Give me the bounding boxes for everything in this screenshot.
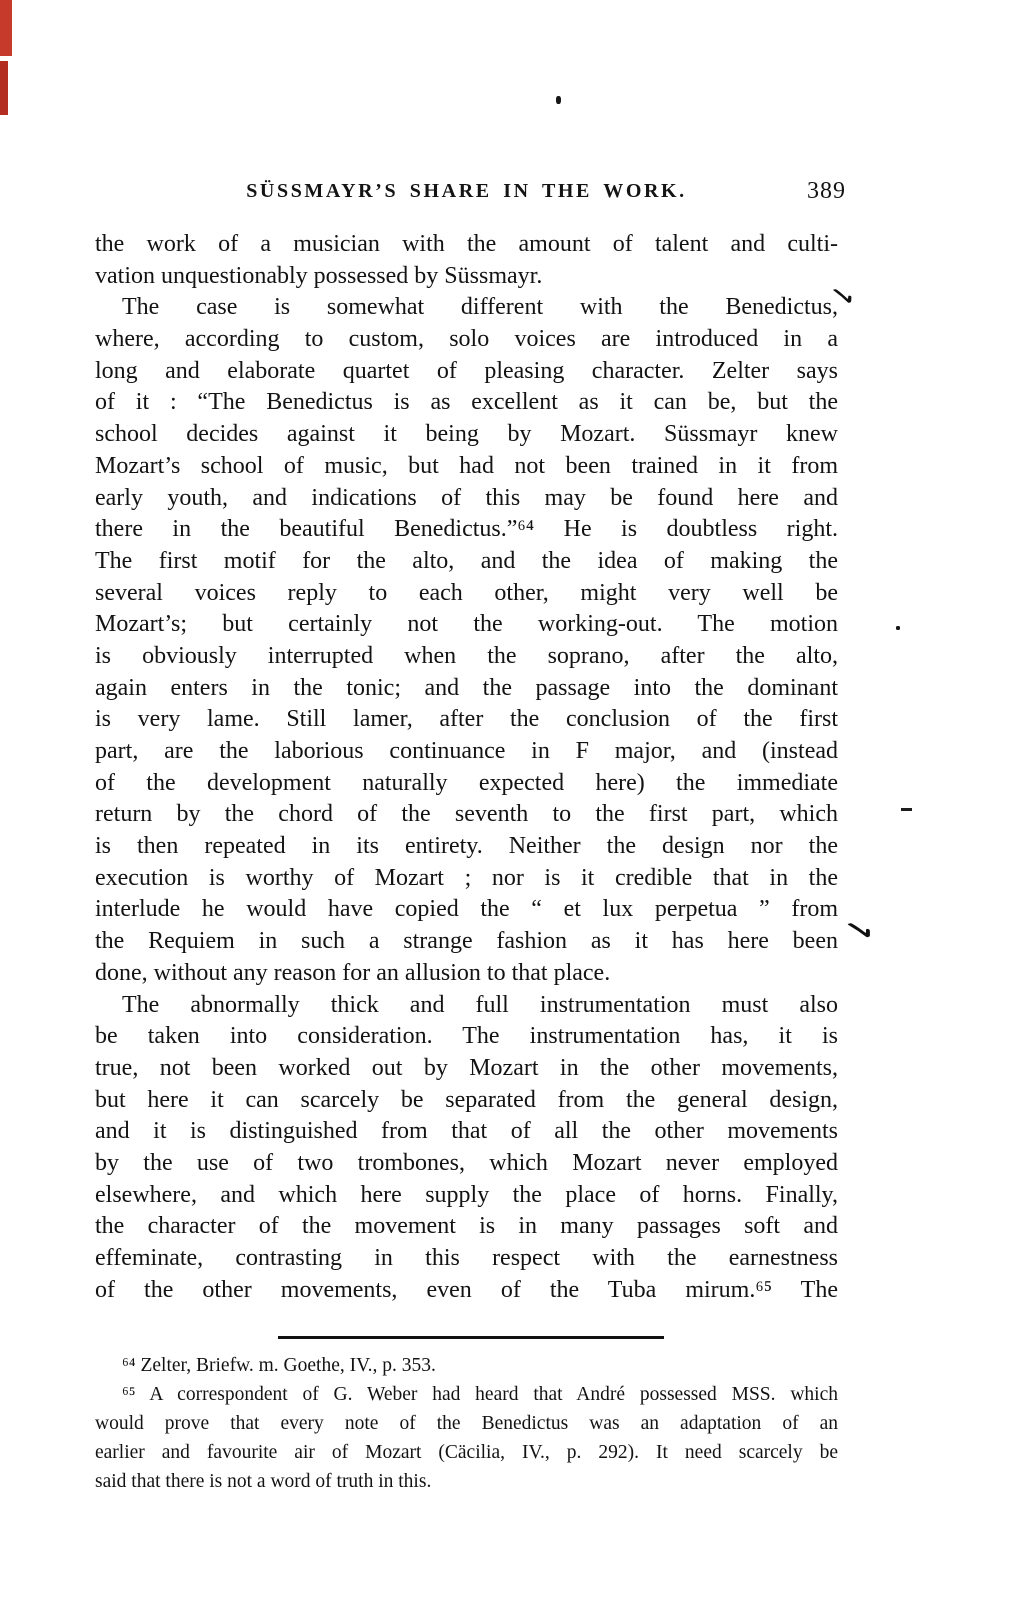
running-title: SÜSSMAYR’S SHARE IN THE WORK. <box>246 180 687 202</box>
body-text-line: the work of a musician with the amount of talent and culti- <box>95 231 838 257</box>
body-text-line: is obviously interrupted when the soprano, after the alto, <box>95 642 838 669</box>
body-text-line: early youth, and indications of this may be found here and <box>95 484 838 511</box>
body-text-line: the character of the movement is in many passages soft and <box>95 1213 838 1240</box>
page-header <box>95 178 846 214</box>
body-text-line: vation unquestionably possessed by Süssmayr. <box>95 262 543 289</box>
body-text-line: effeminate, contrasting in this respect with the earnestness <box>95 1245 838 1271</box>
body-text-line: of the development naturally expected here) the immediate <box>95 769 838 796</box>
page-number: 389 <box>807 178 846 204</box>
footnotes <box>95 1352 838 1496</box>
body-text-line: long and elaborate quartet of pleasing character. Zelter says <box>95 357 838 384</box>
body-text-line: the Requiem in such a strange fashion as it has here been <box>95 928 838 955</box>
body-text-line: there in the beautiful Benedictus.”⁶⁴ He is doubtless right. <box>95 516 838 543</box>
body-text-line: several voices reply to each other, might very well be <box>95 579 838 606</box>
body-text-line: execution is worthy of Mozart ; nor is it credible that in the <box>95 864 838 891</box>
body-text-line: be taken into consideration. The instrumentation has, it is <box>95 1023 838 1050</box>
footnote-line: would prove that every note of the Benedictus was an adaptation of an <box>95 1412 838 1434</box>
margin-dash <box>901 808 912 811</box>
body-text-line: interlude he would have copied the “ et lux perpetua ” from <box>95 896 838 923</box>
footnote-divider <box>278 1336 664 1339</box>
body-text-line: return by the chord of the seventh to the first part, which <box>95 801 838 828</box>
body-text-line: is then repeated in its entirety. Neither the design nor the <box>95 833 838 860</box>
body-text-line: The case is somewhat different with the Benedictus, <box>122 294 838 321</box>
body-text-line: school decides against it being by Mozart. Süssmayr knew <box>95 421 838 448</box>
body-text-line: part, are the laborious continuance in F major, and (instead <box>95 738 838 764</box>
body-text-line: The abnormally thick and full instrumentation must also <box>122 991 838 1018</box>
body-text-line: done, without any reason for an allusion to that place. <box>95 959 611 986</box>
footnote-line: ⁶⁵ A correspondent of G. Weber had heard that André possessed MSS. which <box>122 1383 838 1405</box>
body-text-line: Mozart’s school of music, but had not been trained in it from <box>95 452 838 479</box>
body-text-line: elsewhere, and which here supply the place of horns. Finally, <box>95 1181 838 1208</box>
footnote-line: earlier and favourite air of Mozart (Cäcilia, IV., p. 292). It need scarcely be <box>95 1441 838 1463</box>
ink-speck <box>896 626 900 630</box>
body-text-line: by the use of two trombones, which Mozart never employed <box>95 1149 838 1176</box>
margin-tick-icon: ✓ <box>838 907 882 956</box>
body-text-line: of the other movements, even of the Tuba mirum.⁶⁵ The <box>95 1276 838 1303</box>
scan-edge-strip-bottom <box>0 61 8 115</box>
scan-edge-strip-top <box>0 0 12 56</box>
body-text-line: true, not been worked out by Mozart in the other movements, <box>95 1054 838 1081</box>
body-text-line: The first motif for the alto, and the idea of making the <box>95 547 838 574</box>
body-text-line: but here it can scarcely be separated from the general design, <box>95 1086 838 1113</box>
body-text-line: of it : “The Benedictus is as excellent as it can be, but the <box>95 389 838 416</box>
ink-speck <box>556 96 561 104</box>
margin-tick-icon: ✓ <box>825 276 860 318</box>
body-text-line: and it is distinguished from that of all the other movements <box>95 1118 838 1145</box>
body-text-line: Mozart’s; but certainly not the working-out. The motion <box>95 611 838 638</box>
body-text-line: is very lame. Still lamer, after the conclusion of the first <box>95 706 838 733</box>
footnote-line: said that there is not a word of truth in this. <box>95 1470 432 1492</box>
body-text-line: where, according to custom, solo voices are introduced in a <box>95 326 838 353</box>
body-text-line: again enters in the tonic; and the passage into the dominant <box>95 674 838 701</box>
body-text <box>95 229 838 1306</box>
footnote-line: ⁶⁴ Zelter, Briefw. m. Goethe, IV., p. 353. <box>122 1355 436 1376</box>
